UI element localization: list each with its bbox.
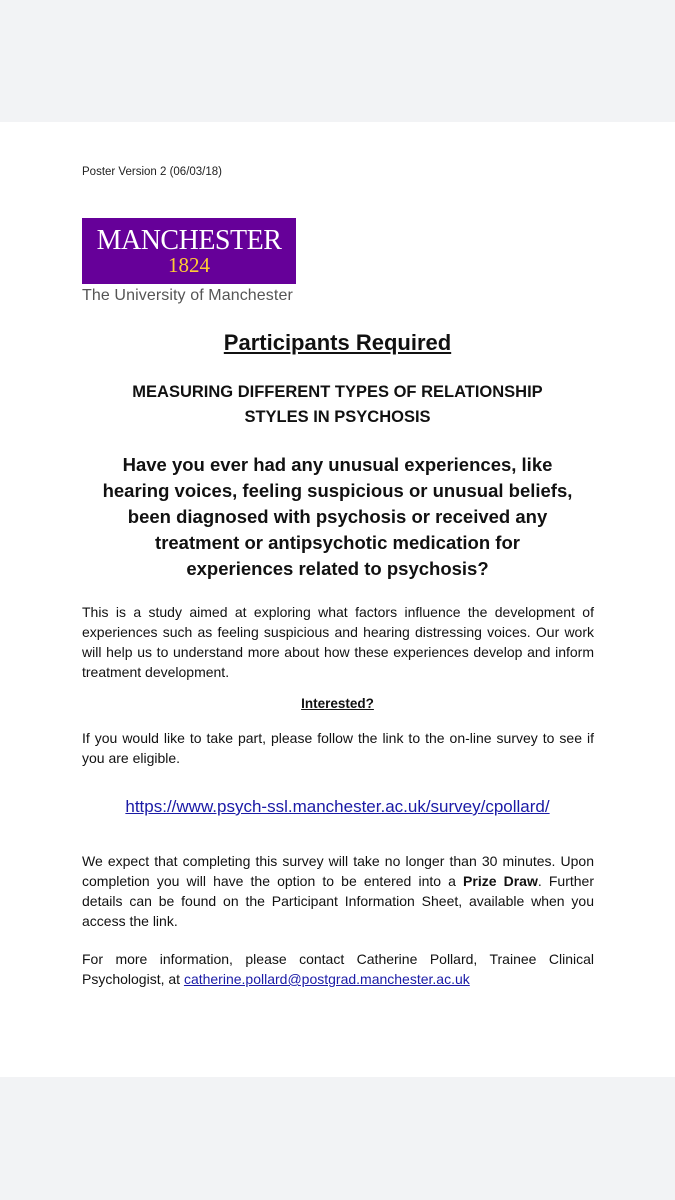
screening-question (60, 452, 615, 582)
logo-caption: The University of Manchester (82, 287, 293, 304)
survey-link[interactable]: https://www.psych-ssl.manchester.ac.uk/survey/cpollard/ (125, 797, 550, 816)
logo-year: 1824 (168, 253, 210, 277)
question-line: been diagnosed with psychosis or received any (127, 506, 548, 527)
university-logo (82, 218, 296, 284)
completion-text-start: We expect that completing this survey will take no longer than 30 minutes. Upon completion you will have the option to be entered into a (82, 853, 594, 889)
question-line: treatment or antipsychotic medication for (155, 532, 520, 553)
poster-version: Poster Version 2 (06/03/18) (82, 166, 222, 178)
study-description: This is a study aimed at exploring what factors influence the development of experiences such as feeling suspicious and hearing distressing voices. Our work will help us to understand more about how these experiences develop and inform treatment development. (82, 604, 594, 680)
question-line: hearing voices, feeling suspicious or unusual beliefs, (102, 480, 573, 501)
question-line: Have you ever had any unusual experiences, like (122, 454, 553, 475)
interested-heading: Interested? (301, 696, 374, 711)
prize-draw-label: Prize Draw (463, 873, 538, 889)
take-part-text: If you would like to take part, please follow the link to the on-line survey to see if you are eligible. (82, 730, 594, 766)
contact-email-link[interactable]: catherine.pollard@postgrad.manchester.ac.uk (183, 971, 470, 987)
completion-text-end: . Further details can be found on the Participant Information Sheet, available when you access the link. (82, 873, 594, 929)
participants-required-heading: Participants Required (223, 330, 452, 355)
contact-text (82, 949, 594, 989)
study-title-line: STYLES IN PSYCHOSIS (244, 408, 431, 426)
study-title (60, 380, 615, 430)
question-line: experiences related to psychosis? (186, 558, 489, 579)
contact-text-start: For more information, please contact Catherine Pollard, Trainee Clinical Psychologist, at (82, 951, 594, 987)
completion-text (82, 851, 594, 931)
poster-page (0, 122, 675, 1077)
logo-name: MANCHESTER (96, 225, 282, 256)
study-title-line: MEASURING DIFFERENT TYPES OF RELATIONSHIP (132, 383, 543, 401)
